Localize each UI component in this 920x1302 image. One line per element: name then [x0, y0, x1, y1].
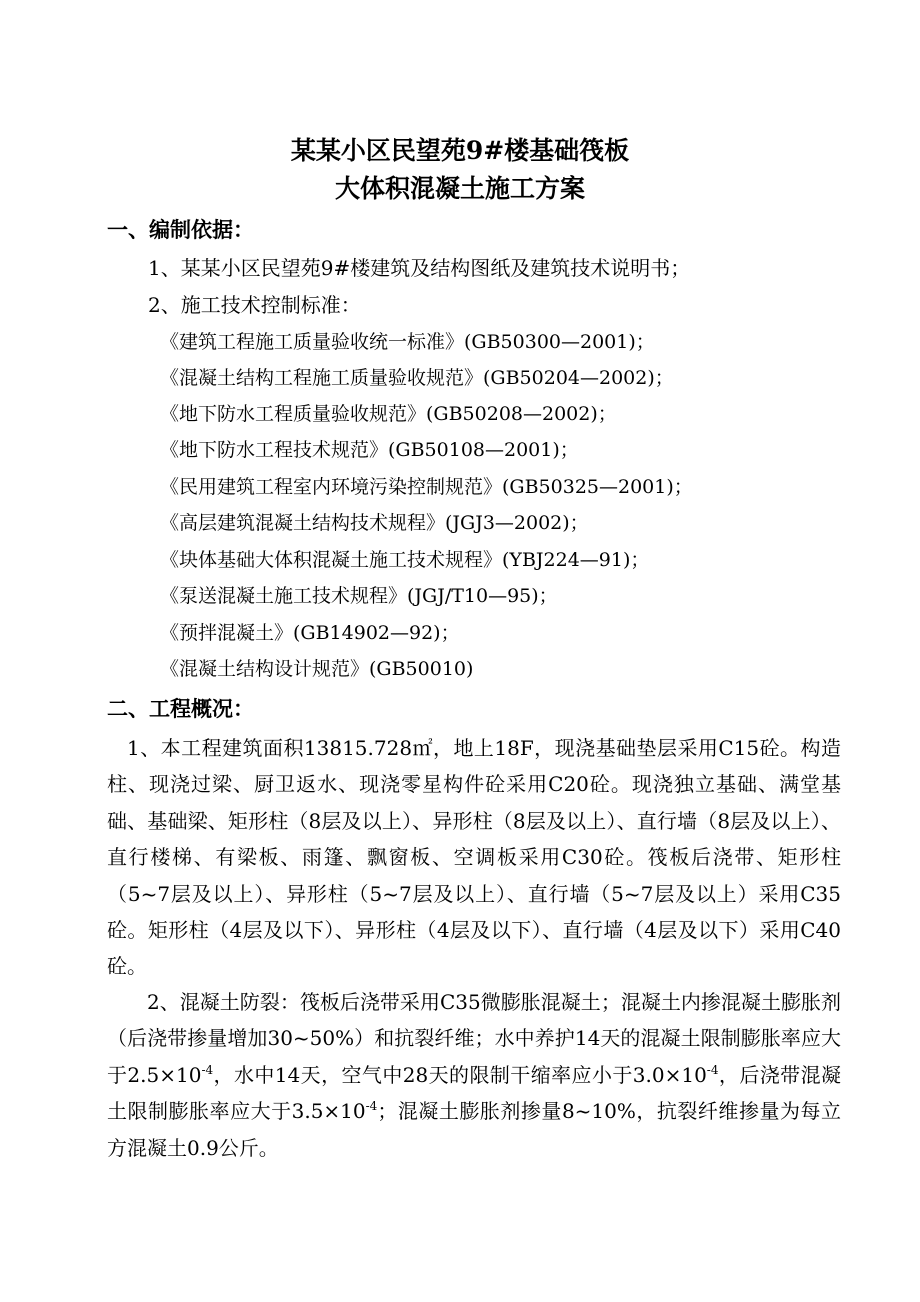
section2-heading: 二、工程概况：	[107, 696, 254, 721]
standard-item: 《建筑工程施工质量验收统一标准》(GB50300—2001)；	[160, 331, 655, 353]
section1-item2: 2、施工技术控制标准：	[148, 293, 361, 317]
exponent: -4	[201, 1062, 214, 1077]
exponent: -4	[365, 1099, 378, 1114]
standard-item: 《民用建筑工程室内环境污染控制规范》(GB50325—2001)；	[160, 476, 693, 498]
standard-item: 《高层建筑混凝土结构技术规程》(JGJ3—2002)；	[160, 512, 589, 534]
section1-heading: 一、编制依据：	[107, 217, 254, 242]
project-overview-paragraph: 1、本工程建筑面积13815.728㎡，地上18F，现浇基础垫层采用C15砼。构造柱、现浇过梁、厨卫返水、现浇零星构件砼采用C20砼。现浇独立基础、满堂基础、基础梁、矩形柱（8层及以上）、异形柱（8层及以上）、直行墙（8层及以上）、直行楼梯、有梁板、雨篷、飘窗板、空调板采用C30砼。筏板后浇带、矩形柱（5~7层及以上）、异形柱（5~7层及以上）、直行墙（5~7层及以上）采用C35砼。矩形柱（4层及以下）、异形柱（4层及以下）、直行墙（4层及以下）采用C40砼。	[107, 736, 841, 979]
standard-item: 《预拌混凝土》(GB14902—92)；	[160, 622, 460, 644]
document-title-line2: 大体积混凝土施工方案	[334, 174, 585, 203]
section1-item1: 1、某某小区民望苑9#楼建筑及结构图纸及建筑技术说明书；	[148, 256, 691, 280]
standard-item: 《地下防水工程技术规范》(GB50108—2001)；	[160, 439, 579, 461]
exponent: -4	[706, 1062, 719, 1077]
para-text: ；混凝土膨胀剂掺量8~10%，抗裂纤维掺量为每立方混凝土0.9公斤。	[107, 1099, 841, 1160]
standard-item: 《混凝土结构工程施工质量验收规范》(GB50204—2002)；	[160, 367, 674, 389]
standard-item: 《泵送混凝土施工技术规程》(JGJ/T10—95)；	[160, 585, 558, 607]
para-text: ，后浇带混凝土限制膨胀率应大于3.5×10	[107, 1062, 841, 1124]
document-title-line1: 某某小区民望苑9#楼基础筏板	[290, 136, 630, 165]
standard-item: 《块体基础大体积混凝土施工技术规程》(YBJ224—91)；	[160, 549, 650, 571]
standard-item: 《地下防水工程质量验收规范》(GB50208—2002)；	[160, 403, 617, 425]
para-text: 2、混凝土防裂：筏板后浇带采用C35微膨胀混凝土；混凝土内掺混凝土膨胀剂（后浇带掺量增加30~50%）和抗裂纤维；水中养护14天的混凝土限制膨胀率应大于2.5×10	[107, 990, 841, 1087]
para-text: ，水中14天，空气中28天的限制干缩率应小于3.0×10	[213, 1062, 707, 1087]
standard-item: 《混凝土结构设计规范》(GB50010)	[160, 658, 474, 680]
crack-prevention-paragraph	[107, 984, 841, 1166]
